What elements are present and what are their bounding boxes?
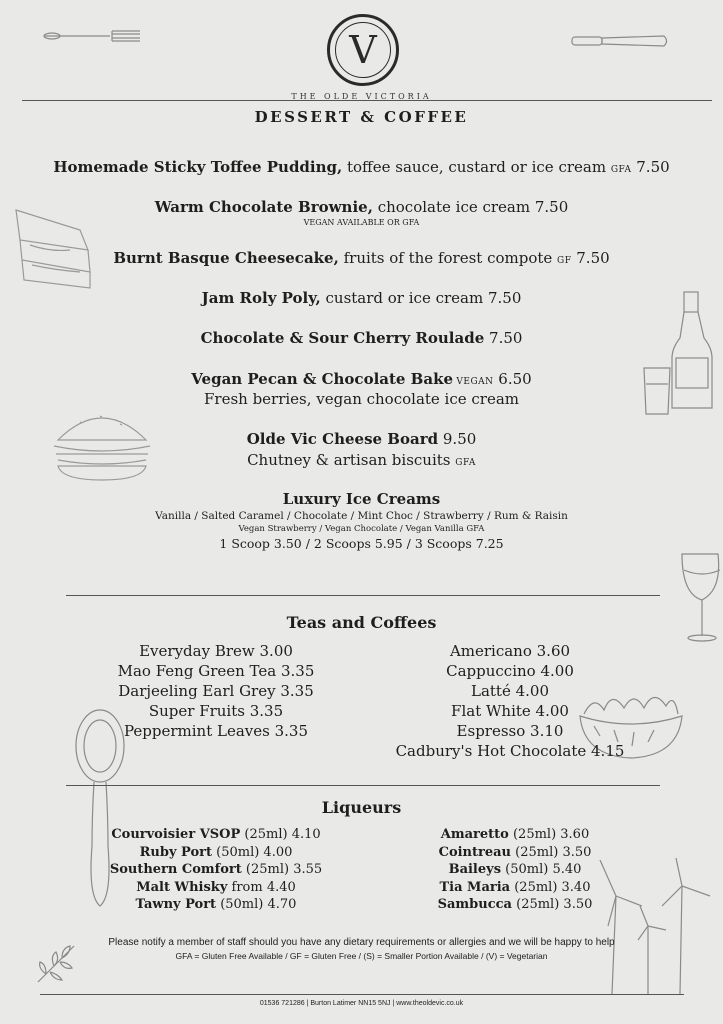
menu-item — [96, 861, 336, 879]
dessert-item — [0, 328, 723, 348]
dessert-name: Olde Vic Cheese Board — [246, 430, 439, 448]
dessert-desc: custard or ice cream 7.50 — [320, 289, 522, 307]
liqueur-detail: (25ml) 3.40 — [510, 879, 591, 895]
dietary-tag: GFA — [610, 165, 632, 175]
teas-left-column — [96, 641, 336, 741]
dessert-name: Homemade Sticky Toffee Pudding, — [53, 158, 343, 176]
menu-item: Latté 4.00 — [470, 682, 549, 700]
dessert-item — [0, 197, 723, 217]
liqueur-detail: (50ml) 4.00 — [212, 844, 293, 860]
dietary-tag: GF — [557, 256, 572, 266]
menu-item — [400, 861, 630, 879]
liqueur-detail: from 4.40 — [227, 879, 296, 895]
menu-item — [96, 844, 336, 862]
liqueur-name: Malt Whisky — [136, 879, 228, 895]
liqueurs-right-column — [400, 826, 630, 914]
fork-icon — [42, 28, 142, 44]
dessert-desc: Fresh berries, vegan chocolate ice cream — [203, 390, 520, 408]
menu-item: Cadbury's Hot Chocolate 4.15 — [395, 742, 625, 760]
brand-name: THE OLDE VICTORIA — [291, 92, 432, 101]
menu-item: Super Fruits 3.35 — [148, 702, 284, 720]
dessert-price: 7.50 — [631, 158, 670, 176]
page-title: DESSERT & COFFEE — [254, 108, 469, 126]
dietary-tag: VEGAN — [453, 377, 494, 387]
dessert-item — [0, 157, 723, 180]
menu-item — [400, 826, 630, 844]
menu-item — [400, 879, 630, 897]
menu-item — [400, 844, 630, 862]
liqueur-name: Courvoisier VSOP — [111, 827, 241, 842]
liqueur-name: Sambucca — [437, 897, 512, 912]
dessert-name: Vegan Pecan & Chocolate Bake — [191, 370, 454, 388]
teas-right-column — [390, 641, 630, 761]
dessert-price: 7.50 — [571, 249, 610, 267]
menu-item — [96, 896, 336, 914]
dessert-desc-text: Chutney & artisan biscuits — [247, 451, 456, 469]
dessert-name: Burnt Basque Cheesecake, — [113, 249, 339, 267]
liqueur-name: Baileys — [448, 862, 502, 877]
footer-divider — [40, 994, 684, 995]
knife-icon — [570, 32, 670, 50]
liqueur-detail: (50ml) 5.40 — [501, 862, 582, 877]
dessert-desc: fruits of the forest compote — [338, 249, 558, 267]
dietary-note: VEGAN AVAILABLE OR GFA — [303, 218, 420, 227]
logo — [327, 14, 399, 86]
teas-title: Teas and Coffees — [286, 613, 437, 632]
menu-item: Americano 3.60 — [449, 642, 571, 660]
ice-cream-prices: 1 Scoop 3.50 / 2 Scoops 5.95 / 3 Scoops 7.25 — [219, 536, 504, 551]
menu-item: Everyday Brew 3.00 — [139, 642, 293, 660]
ice-cream-flavours: Vanilla / Salted Caramel / Chocolate / Mint Choc / Strawberry / Rum & Raisin — [155, 510, 568, 522]
liqueur-name: Tawny Port — [135, 897, 217, 912]
liqueurs-left-column — [96, 826, 336, 914]
liqueur-name: Amaretto — [440, 827, 509, 842]
dessert-item — [0, 288, 723, 308]
dessert-price: 9.50 — [438, 430, 477, 448]
menu-item: Darjeeling Earl Grey 3.35 — [118, 682, 314, 700]
menu-item: Mao Feng Green Tea 3.35 — [117, 662, 315, 680]
liqueur-detail: (25ml) 4.10 — [240, 827, 321, 842]
menu-item: Cappuccino 4.00 — [446, 662, 574, 680]
menu-item: Peppermint Leaves 3.35 — [123, 722, 309, 740]
menu-item — [400, 896, 630, 914]
liqueur-detail: (25ml) 3.55 — [241, 862, 323, 877]
ice-cream-vegan: Vegan Strawberry / Vegan Chocolate / Vegan Vanilla GFA — [238, 524, 485, 534]
liqueur-detail: (50ml) 4.70 — [216, 897, 297, 912]
allergy-notice: Please notify a member of staff should you have any dietary requirements or allergies and we will be happy to help — [108, 937, 615, 948]
liqueur-detail: (25ml) 3.50 — [511, 897, 593, 912]
liqueur-name: Southern Comfort — [109, 862, 242, 877]
dessert-item — [0, 248, 723, 271]
dessert-desc: toffee sauce, custard or ice cream — [342, 158, 611, 176]
dessert-name: Warm Chocolate Brownie, — [154, 198, 373, 216]
liqueur-name: Tia Maria — [439, 879, 511, 895]
liqueur-name: Ruby Port — [139, 844, 212, 860]
dessert-desc — [0, 450, 723, 473]
dessert-name: Chocolate & Sour Cherry Roulade — [200, 329, 485, 347]
dietary-legend: GFA = Gluten Free Available / GF = Gluten Free / (S) = Smaller Portion Available / (V) = Vegetarian — [175, 951, 548, 961]
liqueur-detail: (25ml) 3.50 — [511, 844, 592, 860]
dessert-desc: chocolate ice cream 7.50 — [372, 198, 569, 216]
dessert-name: Jam Roly Poly, — [201, 289, 321, 307]
menu-item — [96, 879, 336, 897]
liqueur-detail: (25ml) 3.60 — [508, 827, 590, 842]
ice-cream-title: Luxury Ice Creams — [282, 490, 441, 508]
section-divider — [66, 595, 660, 596]
contact-info: 01536 721286 | Burton Latimer NN15 5NJ | www.theoldevic.co.uk — [259, 1000, 464, 1007]
menu-item — [96, 826, 336, 844]
liqueur-name: Cointreau — [438, 844, 512, 860]
menu-item: Espresso 3.10 — [456, 722, 564, 740]
logo-letter: V — [335, 22, 391, 78]
menu-item: Flat White 4.00 — [451, 702, 569, 720]
dessert-desc: 7.50 — [484, 329, 523, 347]
dessert-price: 6.50 — [493, 370, 532, 388]
dietary-tag: GFA — [455, 458, 476, 468]
dessert-item — [0, 429, 723, 449]
section-divider — [66, 785, 660, 786]
liqueurs-title: Liqueurs — [321, 798, 402, 817]
